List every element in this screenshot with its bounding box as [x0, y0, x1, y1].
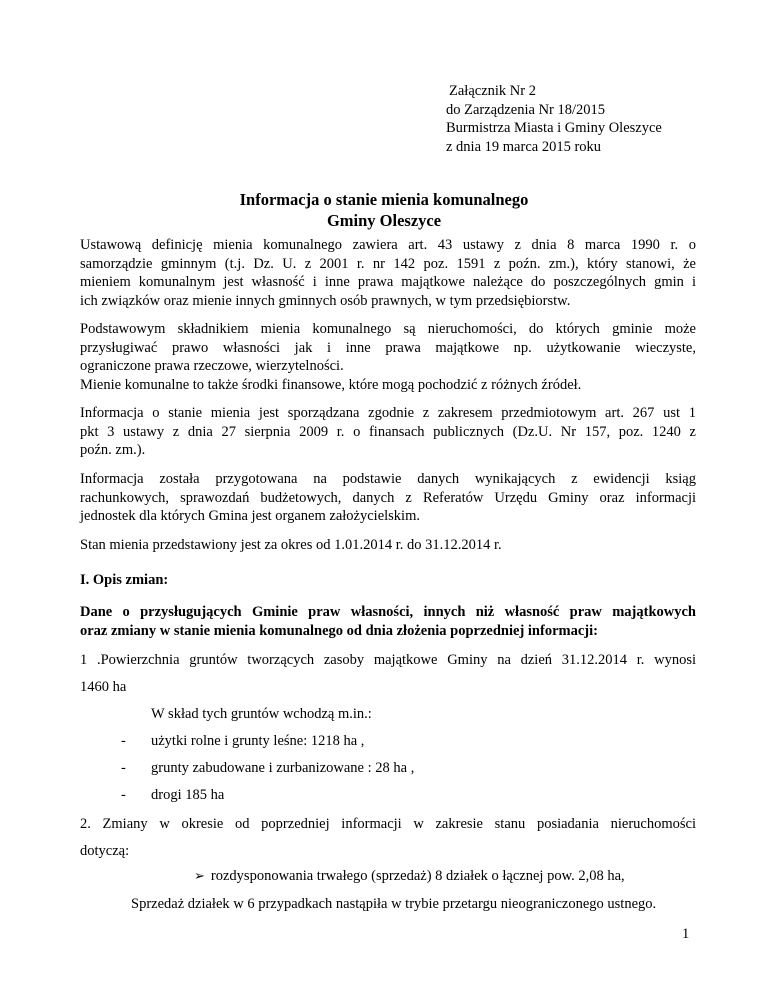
- header-line: do Zarządzenia Nr 18/2015: [446, 101, 606, 118]
- header-line: Załącznik Nr 2: [449, 83, 536, 99]
- text-line: Ustawową definicję mienia komunalnego zawiera art. 43 ustawy z dnia 8 marca 1990 r. o: [80, 237, 696, 253]
- text-line: ich związków oraz mienie innych gminnych osób prawnych, w tym przedsiębiorstw.: [80, 292, 571, 309]
- paragraph-components: [80, 320, 696, 394]
- list-item: użytki rolne i grunty leśne: 1218 ha ,: [151, 733, 365, 749]
- list-dash: -: [121, 787, 126, 803]
- arrow-item-text: rozdysponowania trwałego (sprzedaż) 8 działek o łącznej pow. 2,08 ha,: [210, 868, 625, 884]
- text-line: Informacja została przygotowana na podstawie danych wynikających z ewidencji ksiąg: [80, 471, 696, 487]
- list-item: drogi 185 ha: [151, 787, 225, 803]
- text-line: pkt 3 ustawy z dnia 27 sierpnia 2009 r. o finansach publicznych (Dz.U. Nr 157, poz. 1240 z: [80, 423, 696, 440]
- text-line: rachunkowych, sprawozdań budżetowych, danych z Referatów Urzędu Gminy oraz informacji: [80, 489, 696, 506]
- item-1-value: 1460 ha: [80, 679, 127, 695]
- paragraph-period: [80, 536, 696, 555]
- item-1-text: 1 .Powierzchnia gruntów tworzących zasoby majątkowe Gminy na dzień 31.12.2014 r. wynosi: [80, 652, 696, 668]
- arrow-list-item: [194, 868, 625, 885]
- page-number: 1: [682, 926, 690, 942]
- list-item: grunty zabudowane i zurbanizowane : 28 ha ,: [151, 760, 415, 776]
- text-line: Podstawowym składnikiem mienia komunalnego są nieruchomości, do których gminie może: [80, 321, 696, 337]
- paragraph-definition: [80, 236, 696, 310]
- text-line: Dane o przysługujących Gminie praw własności, innych niż własność praw majątkowych: [80, 604, 696, 620]
- text-line: oraz zmiany w stanie mienia komunalnego od dnia złożenia poprzedniej informacji:: [80, 622, 598, 639]
- item-2-continuation: dotyczą:: [80, 843, 130, 859]
- arrow-bullet-icon: ➢: [194, 869, 205, 884]
- list-dash: -: [121, 733, 126, 749]
- list-dash: -: [121, 760, 126, 776]
- text-line: Mienie komunalne to także środki finansowe, które mogą pochodzić z różnych źródeł.: [80, 376, 582, 393]
- text-line: przysługiwać prawo własności jak i inne prawa majątkowe np. użytkowanie wieczyste,: [80, 339, 696, 356]
- text-line: Stan mienia przedstawiony jest za okres od 1.01.2014 r. do 31.12.2014 r.: [80, 537, 502, 553]
- text-line: ograniczone prawa rzeczowe, wierzytelności.: [80, 358, 344, 374]
- title-line-2: Gminy Oleszyce: [326, 211, 442, 230]
- header-line: z dnia 19 marca 2015 roku: [446, 138, 602, 155]
- text-line: samorządzie gminnym (t.j. Dz. U. z 2001 r. nr 142 poz. 1591 z poźn. zm.), który stanowi, że: [80, 255, 696, 272]
- item-2-text: 2. Zmiany w okresie od poprzedniej informacji w zakresie stanu posiadania nieruchomości: [80, 816, 696, 832]
- sale-note: Sprzedaż działek w 6 przypadkach nastąpiła w trybie przetargu nieograniczonego ustnego.: [131, 896, 657, 912]
- text-line: poźn. zm.).: [80, 442, 146, 458]
- section-intro: [80, 603, 696, 640]
- list-intro: W skład tych gruntów wchodzą m.in.:: [151, 706, 372, 722]
- section-heading: I. Opis zmian:: [80, 572, 169, 588]
- paragraph-sources: [80, 470, 696, 526]
- text-line: jednostek dla których Gmina jest organem założycielskim.: [80, 508, 420, 524]
- text-line: Informacja o stanie mienia jest sporządzana zgodnie z zakresem przedmiotowym art. 267 ust 1: [80, 405, 696, 421]
- title-line-1: Informacja o stanie mienia komunalnego: [239, 190, 529, 209]
- paragraph-legal-basis: [80, 404, 696, 460]
- document-title: [0, 189, 768, 231]
- header-line: Burmistrza Miasta i Gminy Oleszyce: [446, 120, 662, 136]
- attachment-header: [446, 82, 662, 156]
- text-line: mieniem komunalnym jest własność i inne prawa majątkowe należące do poszczególnych gmin i: [80, 274, 696, 290]
